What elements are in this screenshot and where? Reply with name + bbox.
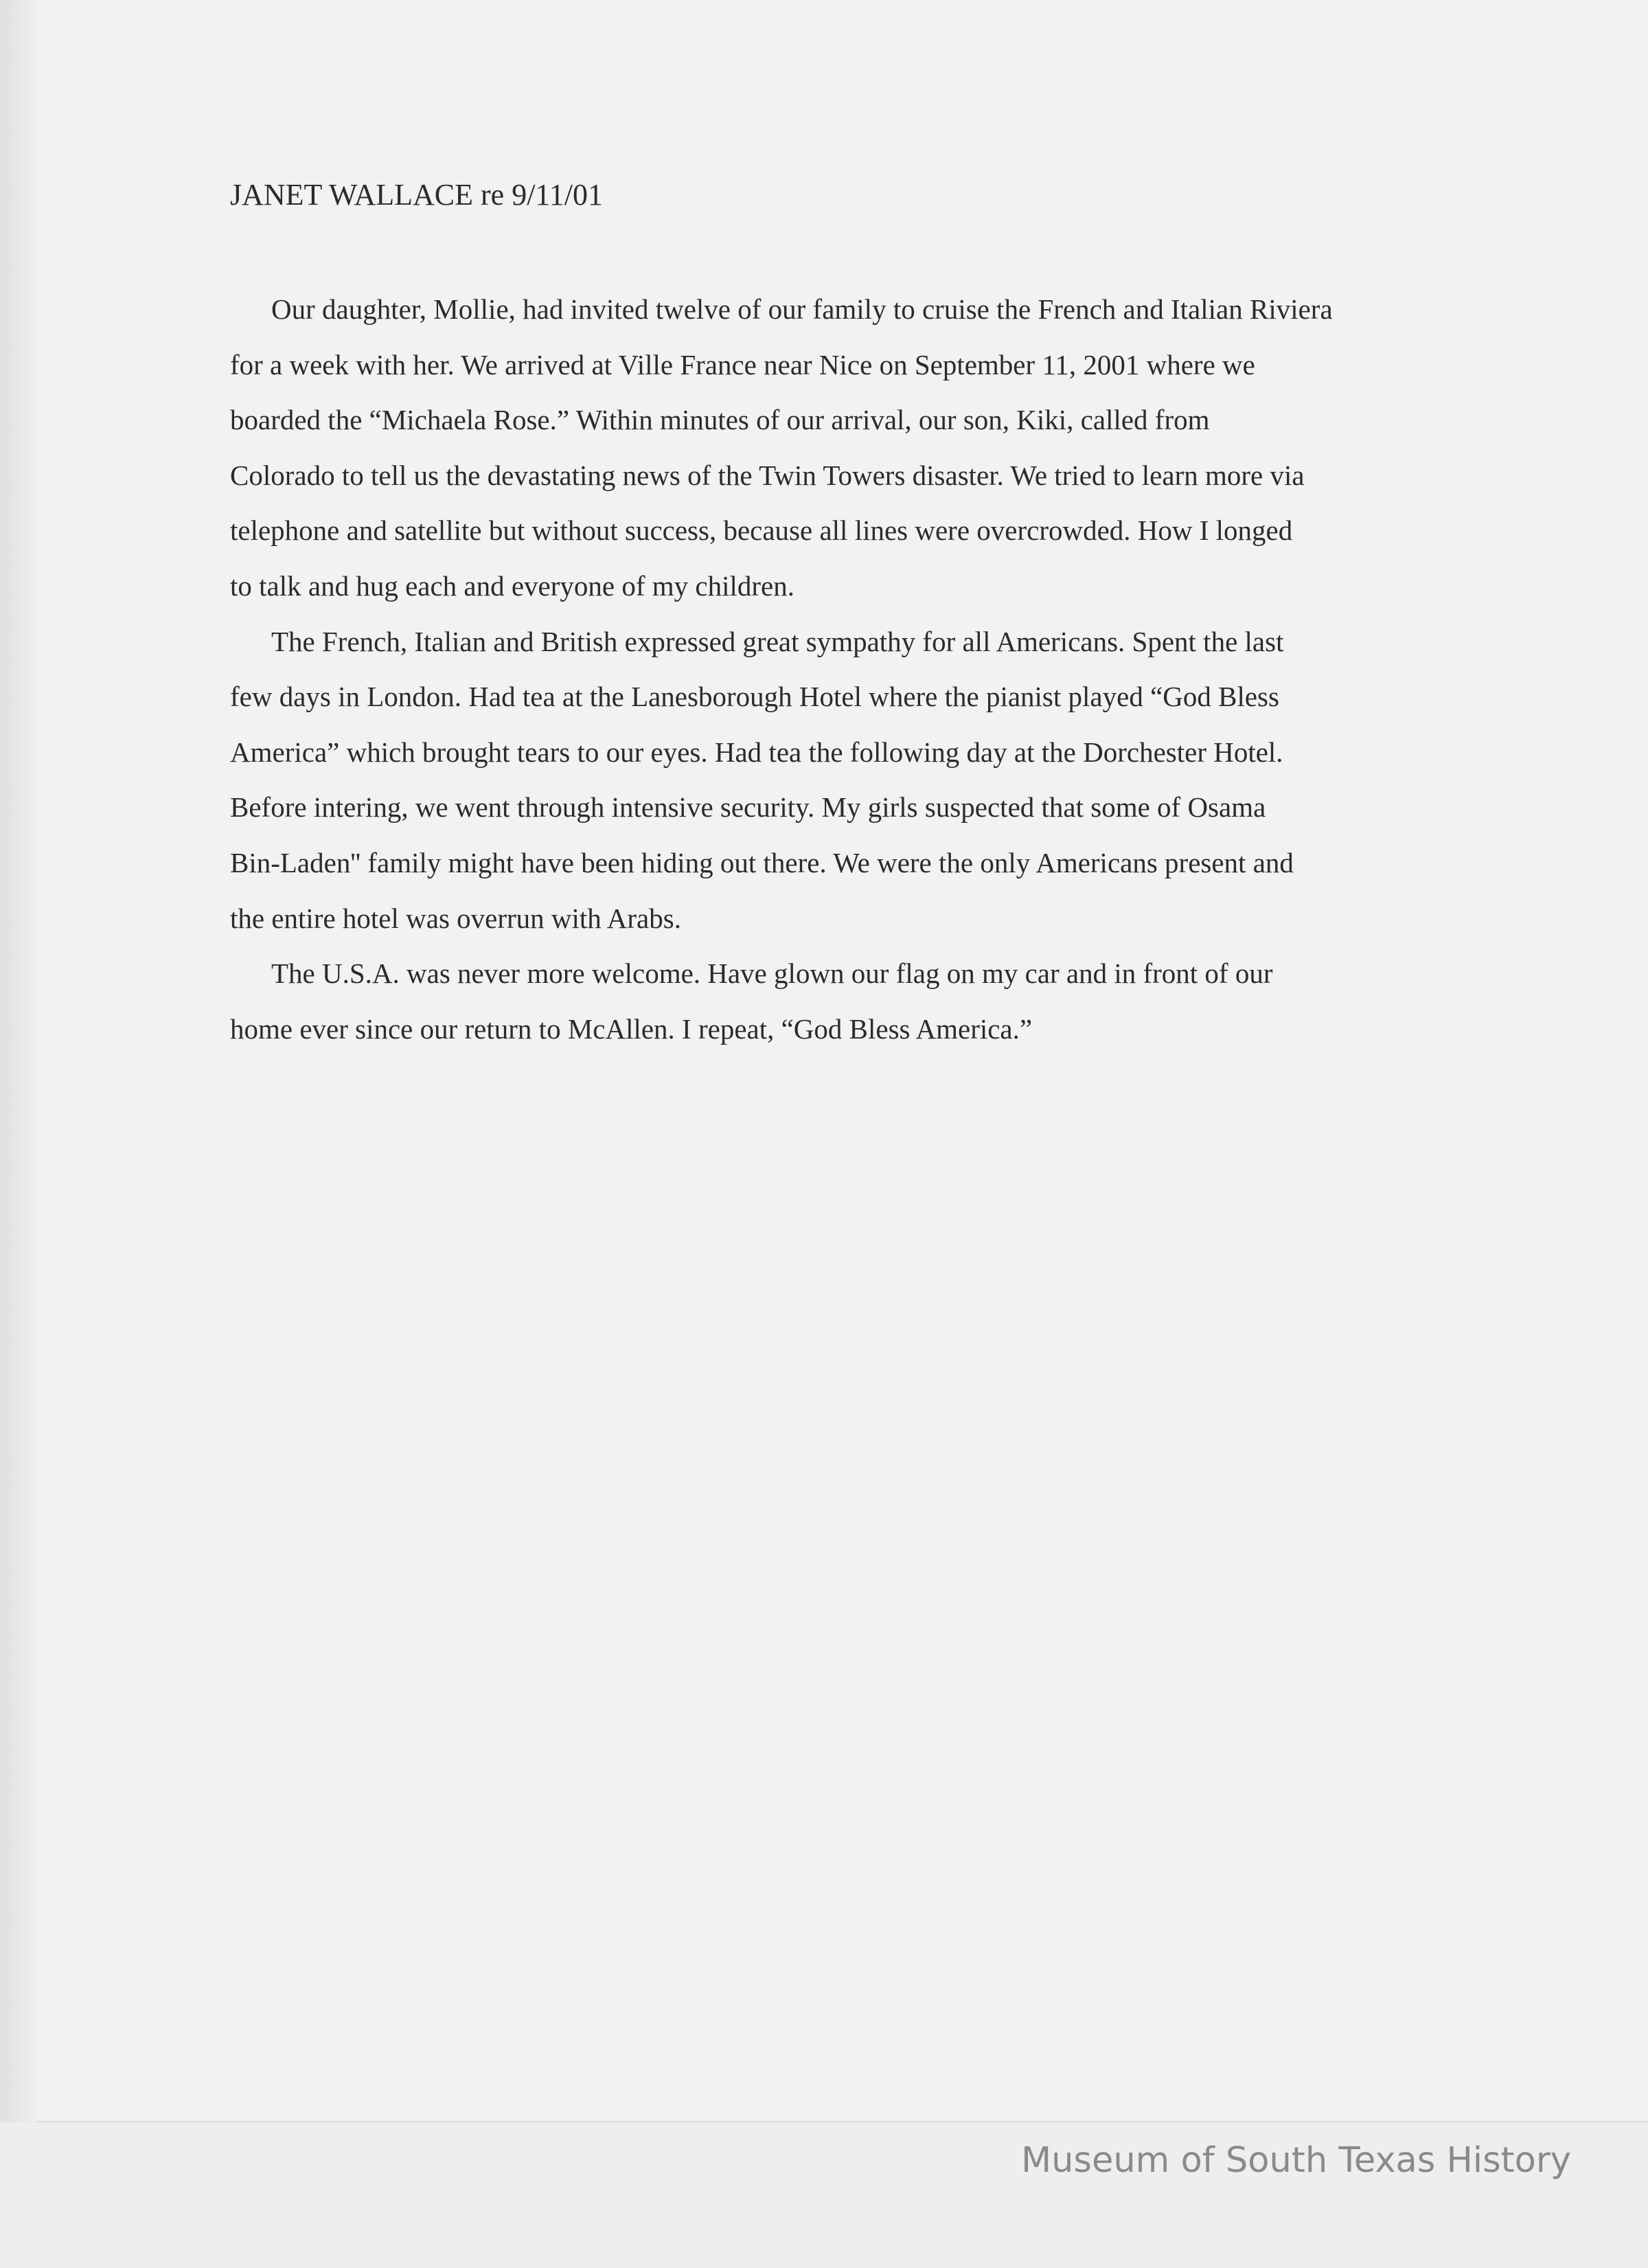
text-line: boarded the “Michaela Rose.” Within minutes of our arrival, our son, Kiki, called from xyxy=(230,404,1210,436)
museum-watermark: Museum of South Texas History xyxy=(1021,2140,1571,2181)
text-line: telephone and satellite but without success, because all lines were overcrowded. How I longed xyxy=(230,514,1293,547)
text-line: Colorado to tell us the devastating news of the Twin Towers disaster. We tried to learn more via xyxy=(230,459,1305,491)
paragraph xyxy=(230,282,1507,614)
text-line: the entire hotel was overrun with Arabs. xyxy=(230,902,681,934)
text-line: Bin-Laden'' family might have been hiding out there. We were the only Americans present and xyxy=(230,846,1294,878)
text-line: The French, Italian and British expressed great sympathy for all Americans. Spent the last xyxy=(271,625,1284,657)
text-line: home ever since our return to McAllen. I repeat, “God Bless America.” xyxy=(230,1012,1033,1045)
text-line: to talk and hug each and everyone of my children. xyxy=(230,569,794,602)
text-line: few days in London. Had tea at the Lanesborough Hotel where the pianist played “God Bless xyxy=(230,681,1279,713)
text-line: Our daughter, Mollie, had invited twelve of our family to cruise the French and Italian Riviera xyxy=(271,293,1333,325)
document-heading: JANET WALLACE re 9/11/01 xyxy=(230,178,604,212)
paragraph xyxy=(230,946,1507,1056)
text-line: for a week with her. We arrived at Ville France near Nice on September 11, 2001 where we xyxy=(230,348,1255,381)
scan-left-margin xyxy=(0,0,37,2122)
text-line: The U.S.A. was never more welcome. Have glown our flag on my car and in front of our xyxy=(271,957,1273,990)
document-body xyxy=(230,282,1507,1056)
text-line: Before intering, we went through intensive security. My girls suspected that some of Osama xyxy=(230,791,1266,824)
paragraph xyxy=(230,614,1507,946)
text-line: America” which brought tears to our eyes. Had tea the following day at the Dorchester Hotel. xyxy=(230,736,1283,768)
